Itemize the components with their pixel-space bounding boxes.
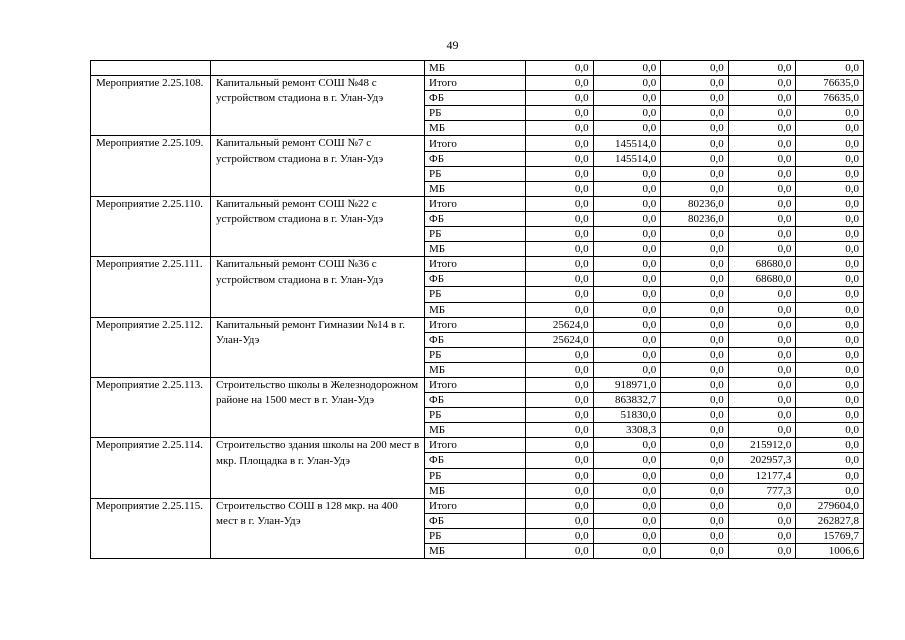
funding-source: ФБ <box>425 272 526 287</box>
funding-source: Итого <box>425 136 526 151</box>
funding-source: Итого <box>425 257 526 272</box>
value-cell: 68680,0 <box>728 272 796 287</box>
funding-table <box>90 60 864 559</box>
event-description: Строительство школы в Железнодорожном районе на 1500 мест в г. Улан-Удэ <box>211 377 425 437</box>
event-code: Мероприятие 2.25.113. <box>91 377 211 437</box>
value-cell: 25624,0 <box>526 332 594 347</box>
event-code: Мероприятие 2.25.109. <box>91 136 211 196</box>
value-cell: 0,0 <box>593 362 661 377</box>
value-cell: 0,0 <box>593 287 661 302</box>
value-cell: 0,0 <box>661 423 729 438</box>
value-cell: 0,0 <box>593 438 661 453</box>
value-cell: 0,0 <box>661 272 729 287</box>
value-cell: 0,0 <box>728 166 796 181</box>
value-cell: 0,0 <box>526 91 594 106</box>
value-cell: 0,0 <box>728 121 796 136</box>
value-cell: 0,0 <box>661 61 729 76</box>
value-cell: 0,0 <box>526 483 594 498</box>
value-cell: 0,0 <box>593 257 661 272</box>
value-cell: 0,0 <box>661 136 729 151</box>
value-cell: 0,0 <box>796 196 864 211</box>
value-cell: 0,0 <box>661 227 729 242</box>
description-cell-empty <box>211 61 425 76</box>
event-description: Капитальный ремонт СОШ №48 с устройством стадиона в г. Улан-Удэ <box>211 76 425 136</box>
value-cell: 25624,0 <box>526 317 594 332</box>
value-cell: 0,0 <box>796 61 864 76</box>
value-cell: 0,0 <box>661 106 729 121</box>
value-cell: 0,0 <box>593 468 661 483</box>
value-cell: 0,0 <box>593 302 661 317</box>
value-cell: 0,0 <box>593 181 661 196</box>
value-cell: 0,0 <box>728 302 796 317</box>
value-cell: 0,0 <box>796 393 864 408</box>
value-cell: 76635,0 <box>796 91 864 106</box>
value-cell: 0,0 <box>728 408 796 423</box>
value-cell: 0,0 <box>593 166 661 181</box>
funding-source: Итого <box>425 196 526 211</box>
value-cell: 0,0 <box>661 377 729 392</box>
value-cell: 0,0 <box>661 362 729 377</box>
value-cell: 0,0 <box>728 317 796 332</box>
value-cell: 0,0 <box>526 438 594 453</box>
value-cell: 0,0 <box>796 257 864 272</box>
value-cell: 0,0 <box>661 287 729 302</box>
value-cell: 0,0 <box>796 181 864 196</box>
value-cell: 0,0 <box>526 227 594 242</box>
value-cell: 0,0 <box>796 423 864 438</box>
value-cell: 0,0 <box>661 393 729 408</box>
value-cell: 0,0 <box>796 332 864 347</box>
value-cell: 0,0 <box>593 513 661 528</box>
value-cell: 0,0 <box>661 347 729 362</box>
event-code: Мероприятие 2.25.115. <box>91 498 211 558</box>
table-row <box>91 76 864 91</box>
value-cell: 0,0 <box>593 528 661 543</box>
value-cell: 0,0 <box>796 317 864 332</box>
value-cell: 0,0 <box>796 151 864 166</box>
value-cell: 0,0 <box>526 544 594 559</box>
value-cell: 0,0 <box>661 483 729 498</box>
value-cell: 0,0 <box>728 196 796 211</box>
value-cell: 0,0 <box>526 453 594 468</box>
event-cell-empty <box>91 61 211 76</box>
value-cell: 0,0 <box>796 272 864 287</box>
value-cell: 0,0 <box>728 136 796 151</box>
value-cell: 0,0 <box>526 498 594 513</box>
value-cell: 0,0 <box>796 211 864 226</box>
funding-source: ФБ <box>425 393 526 408</box>
value-cell: 0,0 <box>593 61 661 76</box>
funding-source: ФБ <box>425 151 526 166</box>
value-cell: 0,0 <box>593 332 661 347</box>
event-description: Строительство здания школы на 200 мест в мкр. Площадка в г. Улан-Удэ <box>211 438 425 498</box>
value-cell: 0,0 <box>796 166 864 181</box>
event-description: Капитальный ремонт СОШ №36 с устройством стадиона в г. Улан-Удэ <box>211 257 425 317</box>
value-cell: 0,0 <box>526 423 594 438</box>
value-cell: 0,0 <box>728 61 796 76</box>
value-cell: 0,0 <box>728 498 796 513</box>
funding-source: Итого <box>425 377 526 392</box>
value-cell: 0,0 <box>728 377 796 392</box>
funding-source: Итого <box>425 498 526 513</box>
value-cell: 215912,0 <box>728 438 796 453</box>
table-row <box>91 196 864 211</box>
funding-source: МБ <box>425 121 526 136</box>
value-cell: 0,0 <box>796 438 864 453</box>
value-cell: 0,0 <box>661 302 729 317</box>
funding-source: МБ <box>425 242 526 257</box>
value-cell: 12177,4 <box>728 468 796 483</box>
page-number: 49 <box>446 38 459 52</box>
value-cell: 0,0 <box>526 151 594 166</box>
value-cell: 0,0 <box>728 528 796 543</box>
value-cell: 0,0 <box>593 498 661 513</box>
value-cell: 0,0 <box>661 498 729 513</box>
event-description: Капитальный ремонт СОШ №22 с устройством стадиона в г. Улан-Удэ <box>211 196 425 256</box>
value-cell: 0,0 <box>661 468 729 483</box>
value-cell: 0,0 <box>661 181 729 196</box>
funding-source: МБ <box>425 423 526 438</box>
value-cell: 0,0 <box>661 166 729 181</box>
value-cell: 0,0 <box>728 181 796 196</box>
value-cell: 262827,8 <box>796 513 864 528</box>
value-cell: 0,0 <box>526 362 594 377</box>
value-cell: 68680,0 <box>728 257 796 272</box>
value-cell: 0,0 <box>728 513 796 528</box>
table-row <box>91 438 864 453</box>
value-cell: 0,0 <box>526 166 594 181</box>
value-cell: 0,0 <box>661 242 729 257</box>
value-cell: 0,0 <box>526 242 594 257</box>
value-cell: 0,0 <box>593 242 661 257</box>
value-cell: 3308,3 <box>593 423 661 438</box>
value-cell: 0,0 <box>796 408 864 423</box>
value-cell: 0,0 <box>593 453 661 468</box>
value-cell: 0,0 <box>728 211 796 226</box>
table-row <box>91 136 864 151</box>
value-cell: 0,0 <box>796 121 864 136</box>
value-cell: 1006,6 <box>796 544 864 559</box>
value-cell: 0,0 <box>593 317 661 332</box>
value-cell: 0,0 <box>728 332 796 347</box>
value-cell: 0,0 <box>796 136 864 151</box>
value-cell: 0,0 <box>661 453 729 468</box>
value-cell: 0,0 <box>593 196 661 211</box>
funding-source: МБ <box>425 61 526 76</box>
value-cell: 0,0 <box>728 393 796 408</box>
value-cell: 0,0 <box>661 91 729 106</box>
funding-source: ФБ <box>425 513 526 528</box>
value-cell: 0,0 <box>728 423 796 438</box>
value-cell: 0,0 <box>796 468 864 483</box>
value-cell: 0,0 <box>796 287 864 302</box>
event-description: Строительство СОШ в 128 мкр. на 400 мест в г. Улан-Удэ <box>211 498 425 558</box>
funding-table-body <box>91 61 864 559</box>
funding-source: ФБ <box>425 211 526 226</box>
value-cell: 0,0 <box>796 347 864 362</box>
table-row <box>91 317 864 332</box>
funding-source: РБ <box>425 408 526 423</box>
value-cell: 0,0 <box>526 211 594 226</box>
value-cell: 0,0 <box>593 272 661 287</box>
value-cell: 0,0 <box>593 227 661 242</box>
event-code: Мероприятие 2.25.111. <box>91 257 211 317</box>
value-cell: 0,0 <box>526 393 594 408</box>
value-cell: 0,0 <box>593 347 661 362</box>
value-cell: 918971,0 <box>593 377 661 392</box>
value-cell: 0,0 <box>728 151 796 166</box>
value-cell: 145514,0 <box>593 151 661 166</box>
value-cell: 0,0 <box>661 544 729 559</box>
value-cell: 0,0 <box>526 181 594 196</box>
table-row <box>91 377 864 392</box>
funding-source: МБ <box>425 362 526 377</box>
funding-source: МБ <box>425 483 526 498</box>
value-cell: 0,0 <box>526 106 594 121</box>
funding-source: РБ <box>425 227 526 242</box>
funding-source: Итого <box>425 76 526 91</box>
value-cell: 0,0 <box>796 377 864 392</box>
value-cell: 0,0 <box>526 468 594 483</box>
value-cell: 0,0 <box>526 347 594 362</box>
value-cell: 0,0 <box>728 287 796 302</box>
value-cell: 0,0 <box>796 362 864 377</box>
value-cell: 0,0 <box>728 91 796 106</box>
event-description: Капитальный ремонт СОШ №7 с устройством стадиона в г. Улан-Удэ <box>211 136 425 196</box>
funding-source: РБ <box>425 347 526 362</box>
value-cell: 0,0 <box>593 544 661 559</box>
table-row <box>91 61 864 76</box>
value-cell: 51830,0 <box>593 408 661 423</box>
value-cell: 0,0 <box>661 408 729 423</box>
funding-source: РБ <box>425 106 526 121</box>
value-cell: 0,0 <box>526 76 594 91</box>
value-cell: 0,0 <box>728 347 796 362</box>
funding-source: МБ <box>425 181 526 196</box>
value-cell: 0,0 <box>661 332 729 347</box>
value-cell: 0,0 <box>526 121 594 136</box>
value-cell: 80236,0 <box>661 211 729 226</box>
value-cell: 0,0 <box>526 257 594 272</box>
value-cell: 0,0 <box>593 106 661 121</box>
event-code: Мероприятие 2.25.110. <box>91 196 211 256</box>
value-cell: 0,0 <box>526 302 594 317</box>
value-cell: 0,0 <box>728 362 796 377</box>
value-cell: 0,0 <box>526 377 594 392</box>
value-cell: 0,0 <box>526 272 594 287</box>
value-cell: 0,0 <box>661 121 729 136</box>
event-description: Капитальный ремонт Гимназии №14 в г. Улан-Удэ <box>211 317 425 377</box>
funding-source: РБ <box>425 468 526 483</box>
value-cell: 0,0 <box>728 242 796 257</box>
value-cell: 0,0 <box>526 61 594 76</box>
value-cell: 0,0 <box>661 257 729 272</box>
value-cell: 0,0 <box>526 196 594 211</box>
event-code: Мероприятие 2.25.112. <box>91 317 211 377</box>
value-cell: 0,0 <box>796 302 864 317</box>
value-cell: 0,0 <box>661 317 729 332</box>
value-cell: 0,0 <box>728 227 796 242</box>
value-cell: 863832,7 <box>593 393 661 408</box>
value-cell: 0,0 <box>728 76 796 91</box>
value-cell: 15769,7 <box>796 528 864 543</box>
funding-source: РБ <box>425 287 526 302</box>
value-cell: 0,0 <box>593 76 661 91</box>
value-cell: 0,0 <box>796 242 864 257</box>
value-cell: 0,0 <box>526 408 594 423</box>
value-cell: 0,0 <box>661 151 729 166</box>
funding-source: ФБ <box>425 332 526 347</box>
value-cell: 279604,0 <box>796 498 864 513</box>
value-cell: 0,0 <box>796 106 864 121</box>
funding-source: Итого <box>425 438 526 453</box>
value-cell: 0,0 <box>661 438 729 453</box>
value-cell: 0,0 <box>593 211 661 226</box>
funding-source: ФБ <box>425 91 526 106</box>
value-cell: 0,0 <box>526 287 594 302</box>
value-cell: 0,0 <box>661 528 729 543</box>
event-code: Мероприятие 2.25.108. <box>91 76 211 136</box>
event-code: Мероприятие 2.25.114. <box>91 438 211 498</box>
value-cell: 80236,0 <box>661 196 729 211</box>
value-cell: 0,0 <box>661 513 729 528</box>
value-cell: 0,0 <box>661 76 729 91</box>
funding-source: МБ <box>425 544 526 559</box>
value-cell: 0,0 <box>796 227 864 242</box>
value-cell: 0,0 <box>796 483 864 498</box>
funding-source: ФБ <box>425 453 526 468</box>
value-cell: 0,0 <box>796 453 864 468</box>
table-row <box>91 257 864 272</box>
value-cell: 0,0 <box>526 136 594 151</box>
value-cell: 0,0 <box>526 528 594 543</box>
value-cell: 76635,0 <box>796 76 864 91</box>
value-cell: 0,0 <box>728 106 796 121</box>
value-cell: 0,0 <box>728 544 796 559</box>
value-cell: 0,0 <box>593 121 661 136</box>
value-cell: 202957,3 <box>728 453 796 468</box>
funding-source: РБ <box>425 528 526 543</box>
table-row <box>91 498 864 513</box>
value-cell: 0,0 <box>593 483 661 498</box>
value-cell: 0,0 <box>526 513 594 528</box>
funding-source: Итого <box>425 317 526 332</box>
funding-source: МБ <box>425 302 526 317</box>
value-cell: 777,3 <box>728 483 796 498</box>
funding-source: РБ <box>425 166 526 181</box>
value-cell: 0,0 <box>593 91 661 106</box>
value-cell: 145514,0 <box>593 136 661 151</box>
